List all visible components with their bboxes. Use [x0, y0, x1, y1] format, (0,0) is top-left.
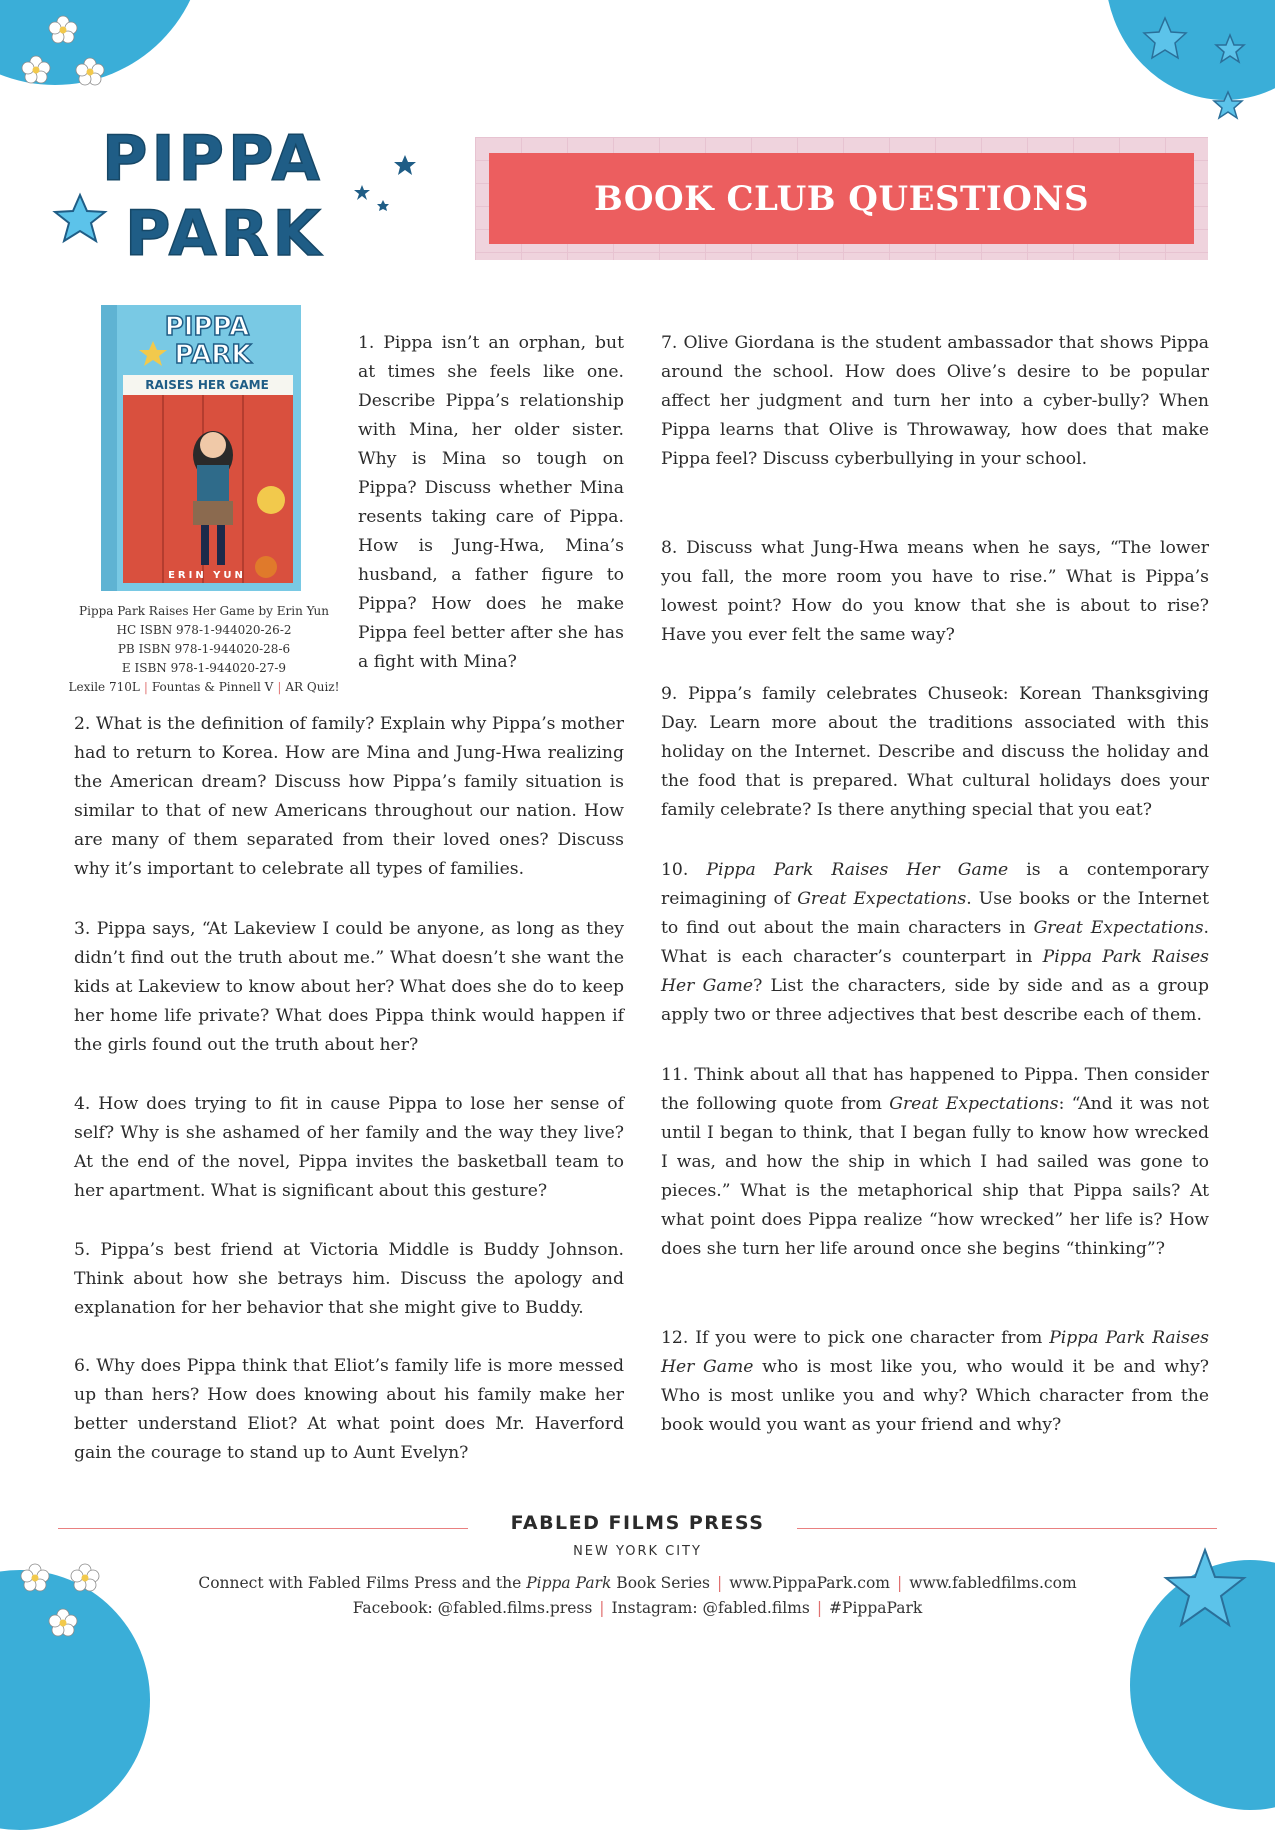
question-10 [661, 856, 1209, 1030]
hashtag[interactable]: #PippaPark [829, 1599, 923, 1617]
book-info-pb-isbn: PB ISBN 978-1-944020-28-6 [117, 642, 291, 656]
q10-title-4: Pippa Park Raises Her Game [661, 947, 1209, 996]
footer-connect-line: Connect with Fabled Films Press and the Pippa Park Book Series | www.PippaPark.com | www.fabledfilms.com [198, 1574, 1077, 1592]
q12-text-b: who is most like you, who would it be and why? Who is most unlike you and why? Which character from the book would you want as your friend and why? [661, 1357, 1209, 1435]
flower-cluster-bottom-icon [15, 1558, 115, 1643]
cover-subtitle: RAISES HER GAME [145, 378, 269, 392]
q11-text-b: : “And it was not until I began to think, that I began fully to know how wrecked I was, and how the ship in which I had sailed was gone to pieces.” What is the metaphorical ship that Pippa sails? At what point does Pippa realize “how wrecked” her life is? How does she turn her life around once she begins “thinking”? [661, 1094, 1209, 1259]
banner-box [489, 153, 1194, 244]
banner [475, 137, 1208, 260]
q12-title: Pippa Park Raises Her Game [661, 1328, 1209, 1377]
q10-text-a: is a contemporary reimagining of [661, 860, 1209, 909]
logo-line1: PIPPA [102, 122, 324, 195]
question-1: 1. Pippa isn’t an orphan, but at times she feels like one. Describe Pippa’s relationship with Mina, her older sister. Why is Mina so tough on Pippa? Discuss whether Mina resents taking care of Pippa. How is Jung-Hwa, Mina’s husband, a father figure to Pippa? How does he make Pippa feel better after she has a fight with Mina? [358, 333, 624, 672]
link-fabledfilms[interactable]: www.fabledfilms.com [909, 1574, 1077, 1592]
pippa-park-logo [40, 115, 420, 275]
logo-line2: PARK [125, 197, 325, 270]
fountas-pinnell-level: Fountas & Pinnell V [151, 680, 274, 694]
page-title: BOOK CLUB QUESTIONS [593, 178, 1089, 219]
question-3: 3. Pippa says, “At Lakeview I could be anyone, as long as they didn’t find out the truth about me.” What doesn’t she want the kids at Lakeview to know about her? What does she do to keep her home life private? What does Pippa think would happen if the girls found out the truth about her? [74, 919, 624, 1055]
book-info [54, 602, 354, 697]
q10-text-c: . What is each character’s counterpart in [661, 918, 1209, 967]
question-12 [661, 1324, 1209, 1440]
publisher-name: FABLED FILMS PRESS [510, 1512, 765, 1534]
q12-text-a: 12. If you were to pick one character from [661, 1328, 1050, 1348]
q10-title-2: Great Expectations [797, 889, 967, 909]
book-info-title: Pippa Park Raises Her Game by Erin Yun [79, 604, 329, 618]
connect-text: Connect with Fabled Films Press and the [198, 1574, 527, 1592]
flower-cluster-icon [18, 10, 123, 95]
cover-title-line2: PARK [174, 340, 252, 370]
book-info-hc-isbn: HC ISBN 978-1-944020-26-2 [116, 623, 292, 637]
question-8: 8. Discuss what Jung-Hwa means when he says, “The lower you fall, the more room you have to rise.” What is Pippa’s lowest point? How do you know that she is about to rise? Have you ever felt the same way? [661, 538, 1209, 645]
book-cover-image [101, 305, 301, 591]
connect-series-name: Pippa Park [526, 1574, 612, 1592]
question-4: 4. How does trying to fit in cause Pippa to lose her sense of self? Why is she ashamed of her family and the way they live? At the end of the novel, Pippa invites the basketball team to her apartment. What is significant about this gesture? [74, 1094, 624, 1201]
instagram-handle[interactable]: Instagram: @fabled.films [611, 1599, 810, 1617]
q11-title: Great Expectations [889, 1094, 1059, 1114]
question-7: 7. Olive Giordana is the student ambassador that shows Pippa around the school. How does Olive’s desire to be popular affect her judgment and turn her into a cyber-bully? When Pippa learns that Olive is Throwaway, how does that make Pippa feel? Discuss cyberbullying in your school. [661, 333, 1209, 469]
question-9: 9. Pippa’s family celebrates Chuseok: Korean Thanksgiving Day. Learn more about the traditions associated with this holiday on the Internet. Describe and discuss the holiday and the food that is prepared. What cultural holidays does your family celebrate? Is there anything special that you eat? [661, 684, 1209, 820]
cover-title-line1: PIPPA [164, 312, 250, 342]
question-11 [661, 1061, 1209, 1264]
publisher-city: NEW YORK CITY [573, 1544, 702, 1559]
q10-text-b: . Use books or the Internet to find out about the main characters in [661, 889, 1209, 938]
link-pippapark[interactable]: www.PippaPark.com [729, 1574, 890, 1592]
ar-quiz: AR Quiz! [285, 680, 340, 694]
book-info-levels: Lexile 710L | Fountas & Pinnell V | AR Quiz! [68, 680, 340, 694]
q10-text-d: ? List the characters, side by side and as a group apply two or three adjectives that best describe each of them. [661, 976, 1209, 1025]
connect-text-end: Book Series [611, 1574, 710, 1592]
footer-social-line: Facebook: @fabled.films.press | Instagram: @fabled.films | #PippaPark [352, 1599, 923, 1617]
stars-cluster-icon [1140, 10, 1270, 125]
question-2: 2. What is the definition of family? Explain why Pippa’s mother had to return to Korea. How are Mina and Jung-Hwa realizing the American dream? Discuss how Pippa’s family situation is similar to that of new Americans throughout our nation. How are many of them separated from their loved ones? Discuss why it’s important to celebrate all types of families. [74, 714, 624, 879]
cover-author: ERIN YUN [168, 570, 246, 581]
facebook-handle[interactable]: Facebook: @fabled.films.press [352, 1599, 593, 1617]
lexile-level: Lexile 710L [68, 680, 140, 694]
q10-number: 10. [661, 860, 707, 880]
question-5: 5. Pippa’s best friend at Victoria Middle is Buddy Johnson. Think about how she betrays him. Discuss the apology and explanation for her behavior that she might give to Buddy. [74, 1240, 624, 1318]
q11-text-a: 11. Think about all that has happened to Pippa. Then consider the following quote from [661, 1065, 1209, 1114]
star-bottom-icon [1160, 1545, 1250, 1635]
q10-title-3: Great Expectations [1033, 918, 1204, 938]
book-info-e-isbn: E ISBN 978-1-944020-27-9 [121, 661, 287, 675]
q10-title-1: Pippa Park Raises Her Game [706, 860, 1009, 880]
question-6: 6. Why does Pippa think that Eliot’s family life is more messed up than hers? How does knowing about his family make her better understand Eliot? At what point does Mr. Haverford gain the courage to stand up to Aunt Evelyn? [74, 1356, 624, 1463]
